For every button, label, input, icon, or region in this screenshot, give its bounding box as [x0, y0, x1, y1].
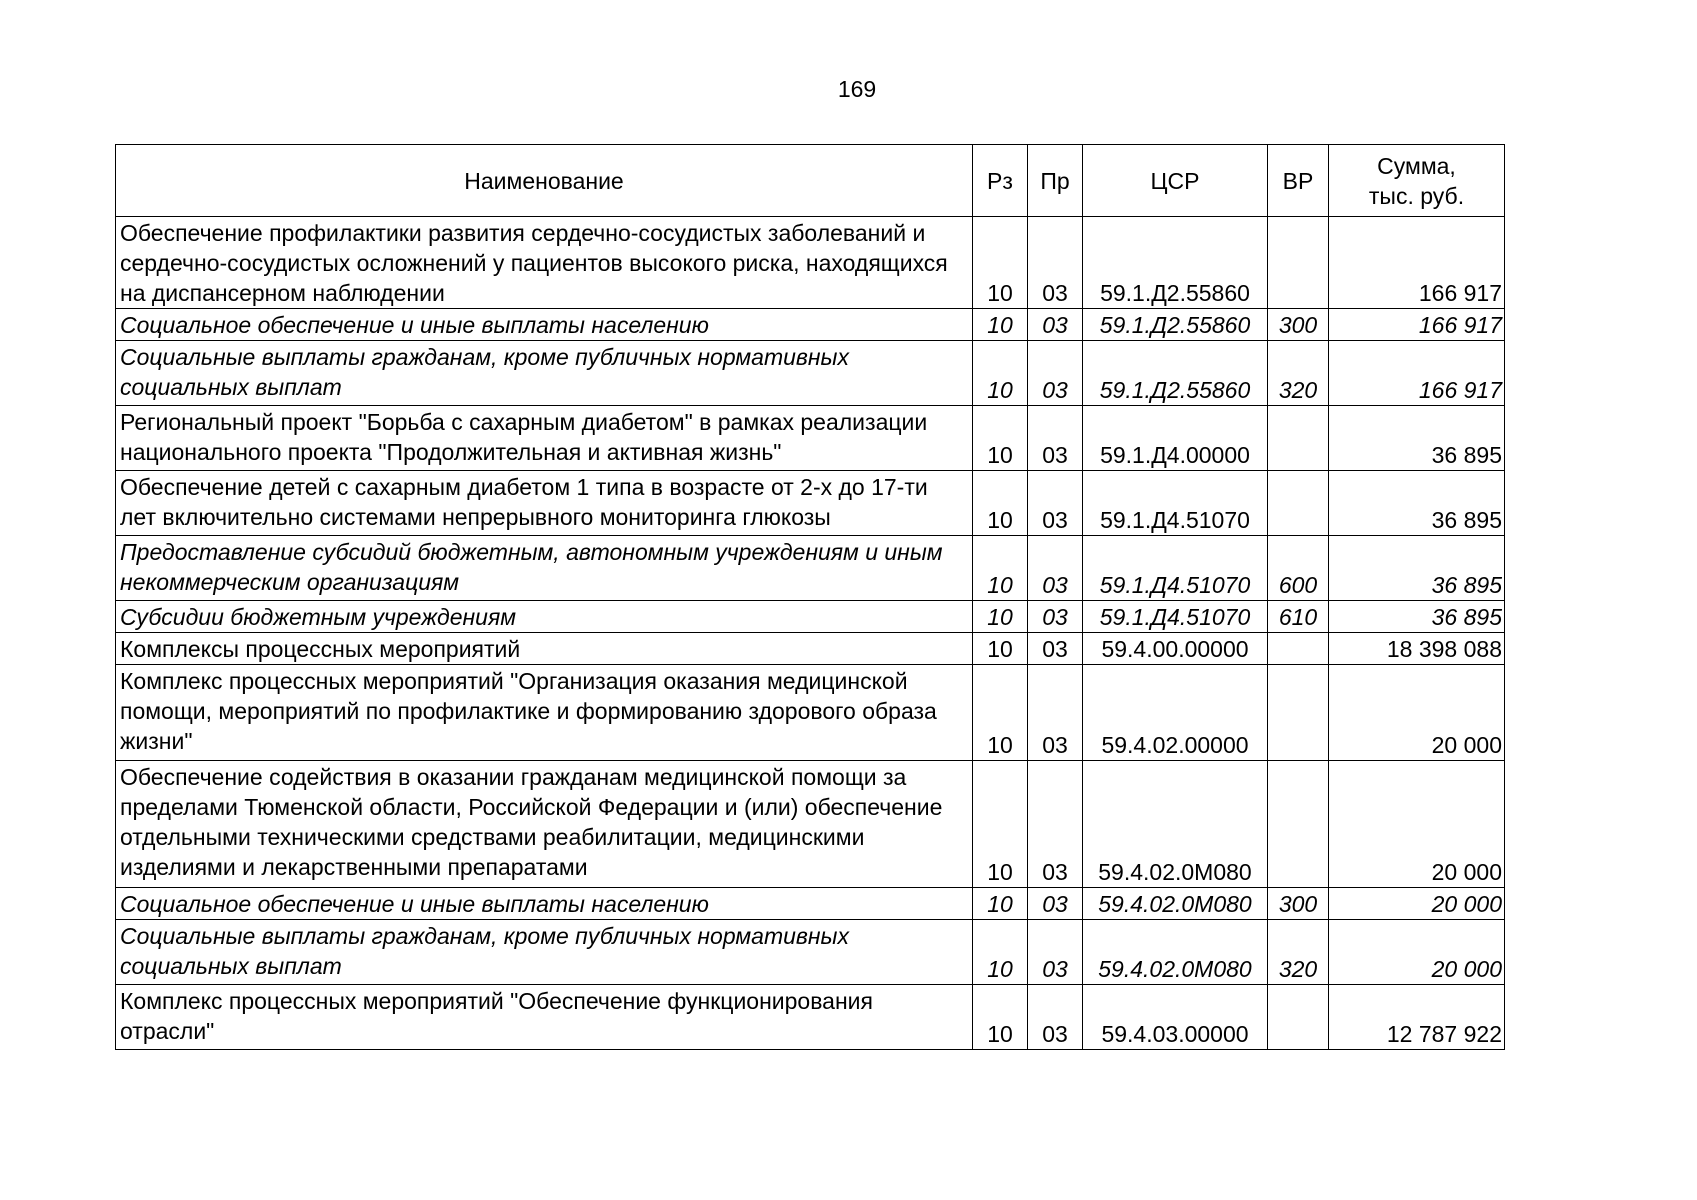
row-name: Комплекс процессных мероприятий "Организация оказания медицинской помощи, мероприятий по профилактике и формированию здорового образа жизни": [116, 665, 973, 761]
row-rz: 10: [973, 406, 1028, 471]
row-name: Обеспечение детей с сахарным диабетом 1 типа в возрасте от 2-х до 17-ти лет включительно системами непрерывного мониторинга глюкозы: [116, 471, 973, 536]
row-sum: 166 917: [1329, 341, 1505, 406]
row-sum: 36 895: [1329, 536, 1505, 601]
row-vr: 300: [1268, 309, 1329, 341]
header-pr: Пр: [1028, 145, 1083, 217]
header-sum-line1: Сумма,: [1377, 152, 1456, 179]
row-pr: 03: [1028, 217, 1083, 309]
table-row: [116, 536, 1505, 601]
row-sum: 36 895: [1329, 601, 1505, 633]
header-rz: Рз: [973, 145, 1028, 217]
row-sum: 20 000: [1329, 888, 1505, 920]
row-name: Предоставление субсидий бюджетным, автономным учреждениям и иным некоммерческим организациям: [116, 536, 973, 601]
row-sum: 20 000: [1329, 761, 1505, 888]
row-rz: 10: [973, 920, 1028, 985]
header-sum-line2: тыс. руб.: [1368, 182, 1465, 209]
row-rz: 10: [973, 536, 1028, 601]
table-row: [116, 217, 1505, 309]
row-csr: 59.4.02.00000: [1083, 665, 1268, 761]
row-csr: 59.4.00.00000: [1083, 633, 1268, 665]
row-csr: 59.1.Д2.55860: [1083, 309, 1268, 341]
row-vr: [1268, 471, 1329, 536]
row-csr: 59.1.Д4.51070: [1083, 536, 1268, 601]
row-pr: 03: [1028, 633, 1083, 665]
row-csr: 59.1.Д2.55860: [1083, 341, 1268, 406]
header-name: Наименование: [116, 145, 973, 217]
row-name: Социальные выплаты гражданам, кроме публичных нормативных социальных выплат: [116, 341, 973, 406]
row-csr: 59.4.02.0М080: [1083, 888, 1268, 920]
row-name: Обеспечение профилактики развития сердечно-сосудистых заболеваний и сердечно-сосудистых осложнений у пациентов высокого риска, находящихся на диспансерном наблюдении: [116, 217, 973, 309]
row-name: Социальные выплаты гражданам, кроме публичных нормативных социальных выплат: [116, 920, 973, 985]
row-vr: [1268, 985, 1329, 1050]
row-sum: 12 787 922: [1329, 985, 1505, 1050]
row-pr: 03: [1028, 601, 1083, 633]
row-csr: 59.1.Д4.51070: [1083, 471, 1268, 536]
row-rz: 10: [973, 761, 1028, 888]
row-pr: 03: [1028, 761, 1083, 888]
row-rz: 10: [973, 633, 1028, 665]
row-vr: [1268, 665, 1329, 761]
row-pr: 03: [1028, 341, 1083, 406]
table-row: [116, 920, 1505, 985]
header-csr: ЦСР: [1083, 145, 1268, 217]
row-sum: 18 398 088: [1329, 633, 1505, 665]
table-header-row: [116, 145, 1505, 217]
row-sum: 36 895: [1329, 406, 1505, 471]
row-pr: 03: [1028, 471, 1083, 536]
row-rz: 10: [973, 309, 1028, 341]
row-csr: 59.1.Д4.51070: [1083, 601, 1268, 633]
table-row: [116, 471, 1505, 536]
row-sum: 166 917: [1329, 217, 1505, 309]
row-rz: 10: [973, 471, 1028, 536]
row-vr: 600: [1268, 536, 1329, 601]
page-number: 169: [837, 76, 877, 102]
row-rz: 10: [973, 985, 1028, 1050]
row-pr: 03: [1028, 920, 1083, 985]
header-sum: [1329, 145, 1505, 217]
row-csr: 59.4.02.0М080: [1083, 761, 1268, 888]
row-pr: 03: [1028, 985, 1083, 1050]
row-name: Социальное обеспечение и иные выплаты населению: [116, 309, 973, 341]
row-rz: 10: [973, 341, 1028, 406]
table-row: [116, 406, 1505, 471]
row-vr: 320: [1268, 341, 1329, 406]
table-row: [116, 601, 1505, 633]
table-row: [116, 633, 1505, 665]
row-vr: 300: [1268, 888, 1329, 920]
row-pr: 03: [1028, 888, 1083, 920]
row-rz: 10: [973, 665, 1028, 761]
row-vr: 610: [1268, 601, 1329, 633]
row-name: Субсидии бюджетным учреждениям: [116, 601, 973, 633]
row-pr: 03: [1028, 536, 1083, 601]
row-name: Социальное обеспечение и иные выплаты населению: [116, 888, 973, 920]
table-row: [116, 341, 1505, 406]
row-rz: 10: [973, 217, 1028, 309]
row-pr: 03: [1028, 309, 1083, 341]
table-row: [116, 761, 1505, 888]
row-csr: 59.4.03.00000: [1083, 985, 1268, 1050]
header-vr: ВР: [1268, 145, 1329, 217]
table-row: [116, 309, 1505, 341]
row-vr: [1268, 406, 1329, 471]
row-vr: [1268, 217, 1329, 309]
row-pr: 03: [1028, 665, 1083, 761]
row-sum: 20 000: [1329, 920, 1505, 985]
row-vr: [1268, 633, 1329, 665]
table-row: [116, 665, 1505, 761]
row-vr: 320: [1268, 920, 1329, 985]
row-sum: 36 895: [1329, 471, 1505, 536]
table-row: [116, 985, 1505, 1050]
budget-table: [115, 144, 1505, 1050]
table-row: [116, 888, 1505, 920]
row-rz: 10: [973, 888, 1028, 920]
row-pr: 03: [1028, 406, 1083, 471]
row-csr: 59.1.Д2.55860: [1083, 217, 1268, 309]
row-csr: 59.1.Д4.00000: [1083, 406, 1268, 471]
row-sum: 20 000: [1329, 665, 1505, 761]
row-csr: 59.4.02.0М080: [1083, 920, 1268, 985]
row-name: Обеспечение содействия в оказании гражданам медицинской помощи за пределами Тюменской области, Российской Федерации и (или) обеспечение отдельными техническими средствами реабилитации, медицинскими изделиями и лекарственными препаратами: [116, 761, 973, 888]
row-name: Региональный проект "Борьба с сахарным диабетом" в рамках реализации национального проекта "Продолжительная и активная жизнь": [116, 406, 973, 471]
row-name: Комплекс процессных мероприятий "Обеспечение функционирования отрасли": [116, 985, 973, 1050]
row-sum: 166 917: [1329, 309, 1505, 341]
row-name: Комплексы процессных мероприятий: [116, 633, 973, 665]
row-rz: 10: [973, 601, 1028, 633]
row-vr: [1268, 761, 1329, 888]
